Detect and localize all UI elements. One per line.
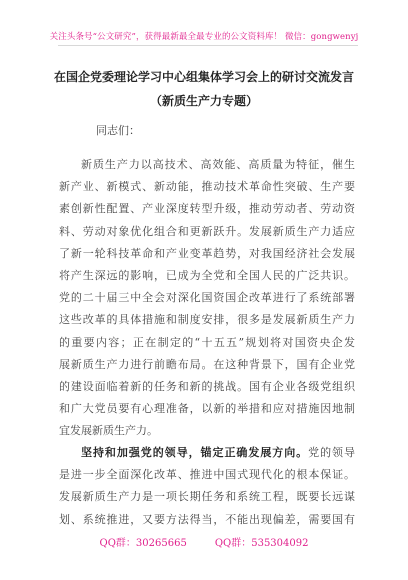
salutation: 同志们： [96, 124, 140, 137]
header-banner: 关注头条号“公文研究”，获得最新最全最专业的公文资料库！ 微信：gongwenyj [49, 32, 359, 42]
document-subtitle: （新质生产力专题） [149, 94, 258, 108]
footer-qq-label-2: QQ群： [214, 538, 252, 549]
paragraph-line: 新产业、新模式、新动能，推动技术革命性突破、生产要 [59, 180, 355, 194]
paragraph-line-text: 党的领导 [308, 446, 355, 459]
paragraph-line: 的建设面临着新的任务和新的挑战。国有企业各级党组织 [59, 379, 355, 393]
header-divider [58, 45, 358, 46]
footer-qq-group-2: 535304092 [251, 538, 309, 549]
footer-qq-label-1: QQ群： [99, 538, 136, 549]
paragraph-line: 宜发展新质生产力。 [59, 424, 158, 438]
paragraph-line: 展新质生产力进行前瞻布局。在这种背景下，国有企业党 [59, 357, 355, 371]
paragraph-line: 是进一步全面深化改革、推进中国式现代化的根本保证。 [59, 468, 355, 482]
footer-qq-group-1: 30265665 [135, 538, 187, 549]
footer-contact [0, 534, 408, 549]
paragraph-line: 将产生深远的影响，已成为全党和全国人民的广泛共识。 [59, 268, 355, 282]
paragraph-line: 了新一轮科技革命和产业变革趋势，对我国经济社会发展 [59, 246, 355, 260]
paragraph-line: 党的二十届三中全会对深化国资国企改革进行了系统部署 [59, 291, 355, 305]
paragraph-line: 素创新性配置、产业深度转型升级，推动劳动者、劳动资 [59, 202, 355, 216]
paragraph-line: 这些改革的具体措施和制度安排，很多是发展新质生产力 [59, 313, 355, 327]
paragraph-heading: 坚持和加强党的领导，锚定正确发展方向。 [81, 446, 309, 459]
paragraph-line: 划、系统推进，又要方法得当，不能出现偏差，需要国有 [59, 512, 355, 526]
paragraph-line: 新质生产力以高技术、高效能、高质量为特征，催生 [81, 158, 355, 171]
paragraph-line: 和广大党员要有心理准备，以新的举措和应对措施因地制 [59, 402, 355, 416]
paragraph-line: 的重要内容；正在制定的“十五五”规划将对国资央企发 [59, 335, 355, 349]
paragraph-1 [59, 154, 355, 442]
paragraph-2 [59, 442, 355, 531]
paragraph-line: 发展新质生产力是一项长期任务和系统工程，既要长远谋 [59, 490, 355, 504]
document-title: 在国企党委理论学习中心组集体学习会上的研讨交流发言 [53, 70, 354, 84]
paragraph-line: 料、劳动对象优化组合和更新跃升。发展新质生产力适应 [59, 224, 355, 238]
paragraph-line [59, 442, 355, 464]
